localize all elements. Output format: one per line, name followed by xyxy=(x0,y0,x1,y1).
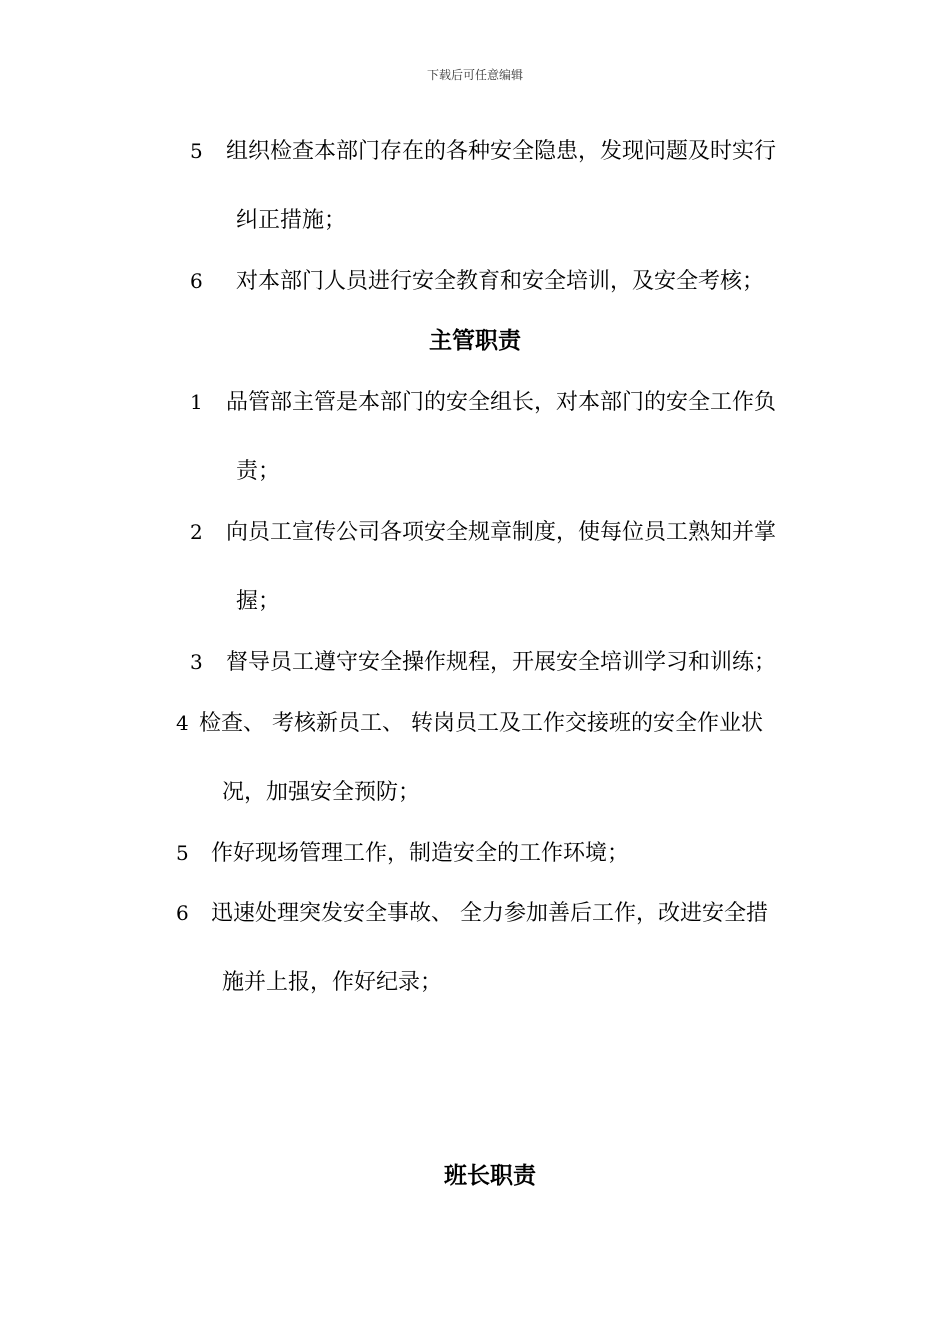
item-text: 督导员工遵守安全操作规程，开展安全培训学习和训练； xyxy=(226,650,777,675)
list-item xyxy=(190,136,776,167)
list-item xyxy=(190,387,776,418)
section-title-team-leader: 班长职责 xyxy=(444,1163,536,1189)
item-text: 检查、 考核新员工、 转岗员工及工作交接班的安全作业状 xyxy=(199,711,763,736)
page-header: 下载后可任意编辑 xyxy=(426,68,523,82)
section-title-supervisor: 主管职责 xyxy=(429,328,521,354)
list-item xyxy=(190,647,776,678)
item-number: 4 xyxy=(176,711,189,735)
item-text: 对本部门人员进行安全教育和安全培训，及安全考核； xyxy=(236,269,765,294)
list-item-continuation: 纠正措施； xyxy=(236,208,347,233)
item-number: 5 xyxy=(190,139,203,163)
list-item xyxy=(176,838,629,869)
item-text: 向员工宣传公司各项安全规章制度，使每位员工熟知并掌 xyxy=(226,520,777,545)
list-item-continuation: 握； xyxy=(236,589,281,614)
list-item-continuation: 施并上报，作好纪录； xyxy=(222,970,443,995)
item-number: 6 xyxy=(176,901,189,925)
item-number: 5 xyxy=(176,841,189,865)
list-item xyxy=(190,517,776,548)
list-item xyxy=(176,708,763,739)
item-number: 3 xyxy=(190,650,203,674)
item-number: 1 xyxy=(190,390,203,414)
item-number: 6 xyxy=(190,269,203,293)
list-item-continuation: 况，加强安全预防； xyxy=(222,780,421,805)
item-text: 品管部主管是本部门的安全组长，对本部门的安全工作负 xyxy=(226,390,777,415)
list-item-continuation: 责； xyxy=(236,459,281,484)
list-item xyxy=(176,898,768,929)
item-text: 迅速处理突发安全事故、 全力参加善后工作，改进安全措 xyxy=(211,901,768,926)
item-number: 2 xyxy=(190,520,203,544)
list-item xyxy=(190,266,764,297)
item-text: 组织检查本部门存在的各种安全隐患，发现问题及时实行 xyxy=(226,139,777,164)
item-text: 作好现场管理工作，制造安全的工作环境； xyxy=(211,841,630,866)
